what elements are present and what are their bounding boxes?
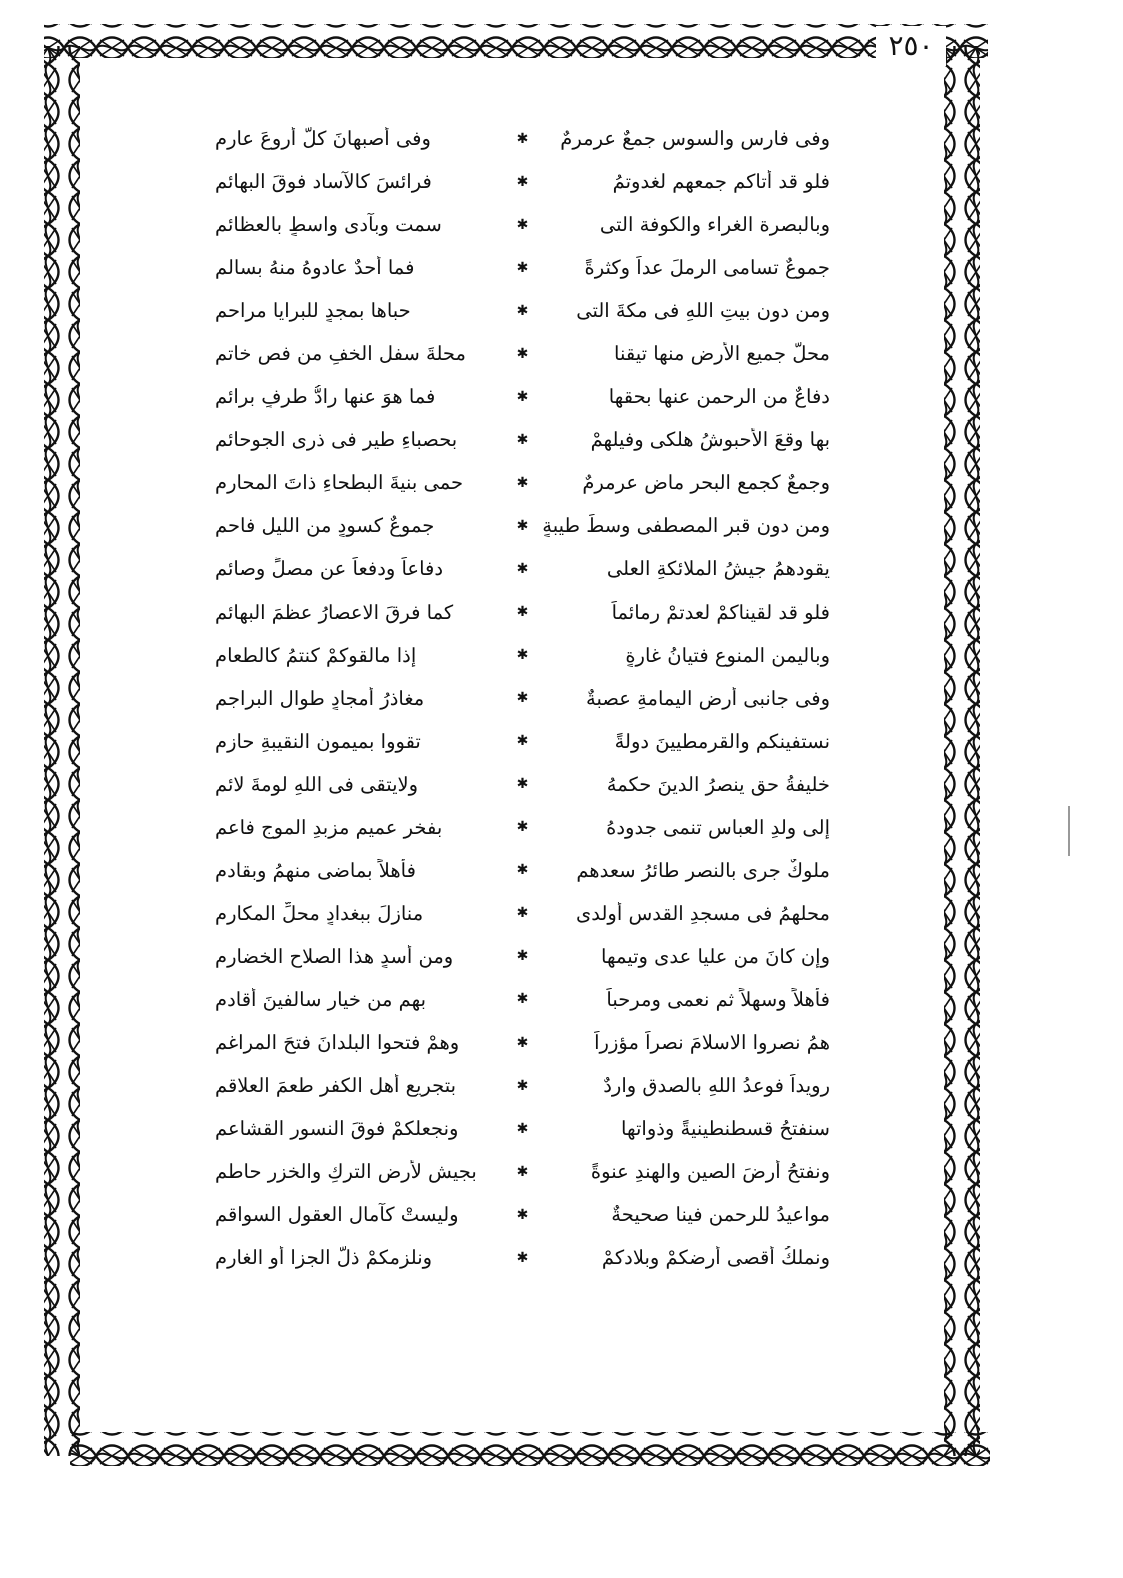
- verse-line: [215, 160, 830, 203]
- verse-separator: ✱: [516, 776, 529, 793]
- hemistich-first: محلُّ جميعِ الأرضِ منها تيقنا: [614, 342, 830, 366]
- verse-separator: ✱: [516, 130, 529, 147]
- hemistich-second: فرائسَ كالآساد فوقَ البهائمِ: [215, 170, 432, 194]
- verse-separator: ✱: [516, 216, 529, 233]
- verse-separator: ✱: [516, 991, 529, 1008]
- verse-separator: ✱: [516, 517, 529, 534]
- verse-separator: ✱: [516, 474, 529, 491]
- verse-line: [215, 1236, 830, 1279]
- verse-line: [215, 591, 830, 634]
- hemistich-first: يقودهمُ جيشُ الملائكةِ العلى: [606, 557, 830, 581]
- hemistich-second: منازلَ ببغدادٍ محلِّ المكارمِ: [215, 901, 424, 925]
- verse-line: [215, 203, 830, 246]
- hemistich-second: فما أحدٌ عادوهُ منهُ بسالمِ: [215, 256, 415, 280]
- verse-line: [215, 1107, 830, 1150]
- page-number: ٢٥٠: [876, 26, 946, 66]
- poem-verses: [215, 117, 830, 1279]
- verse-separator: ✱: [516, 431, 529, 448]
- verse-line: [215, 978, 830, 1021]
- verse-separator: ✱: [516, 560, 529, 577]
- hemistich-second: بفخرٍ عميمٍ مزبدِ الموجِ فاعمِ: [215, 815, 443, 839]
- hemistich-first: ونملكُ أقصى أرضكمْ وبلادكمْ: [601, 1246, 830, 1270]
- verse-line: [215, 418, 830, 461]
- hemistich-first: رويداً فوعدُ اللهِ بالصدقِ واردٌ: [603, 1074, 830, 1098]
- hemistich-first: نستفينكم والقرمطيينَ دولةً: [614, 729, 830, 753]
- hemistich-first: ملوكٌ جرى بالنصرِ طائرُ سعدهم: [576, 858, 830, 882]
- hemistich-second: فأهلاً بماضى منهمُ وبقادمِ: [215, 858, 416, 882]
- verse-line: [215, 806, 830, 849]
- hemistich-second: فما هوَ عنها رادُّ طرفٍ برائمِ: [215, 385, 436, 409]
- hemistich-second: محلةَ سفلِ الخفِ من فصِ خاتمِ: [215, 342, 466, 366]
- verse-separator: ✱: [516, 862, 529, 879]
- hemistich-second: تقووا بميمونِ النقيبةِ حازمِ: [215, 729, 421, 753]
- verse-line: [215, 634, 830, 677]
- hemistich-second: جموعٌ كسودٍ من الليلِ فاحمِ: [215, 514, 435, 538]
- hemistich-second: ولايتقى فى اللهِ لومةَ لائمِ: [215, 772, 419, 796]
- hemistich-second: كما فرقَ الاعصارُ عظمَ البهائمِ: [215, 600, 454, 624]
- verse-separator: ✱: [516, 690, 529, 707]
- verse-line: [215, 504, 830, 547]
- verse-line: [215, 849, 830, 892]
- verse-separator: ✱: [516, 905, 529, 922]
- hemistich-second: وليستْ كآمالِ العقولِ السواقمِ: [215, 1203, 459, 1227]
- hemistich-first: فأهلاً وسهلاً ثم نعمى ومرحباً: [606, 987, 830, 1011]
- verse-line: [215, 289, 830, 332]
- hemistich-second: دفاعاً ودفعاً عن مصلٍّ وصائمِ: [215, 557, 444, 581]
- hemistich-second: بتجريعِ أهلِ الكفرِ طعمَ العلاقمِ: [215, 1074, 457, 1098]
- verse-separator: ✱: [516, 302, 529, 319]
- verse-separator: ✱: [516, 1120, 529, 1137]
- hemistich-second: ومن أسدٍ هذا الصلاحِ الخضارمِ: [215, 944, 454, 968]
- hemistich-first: وباليمنِ المنوعِ فتيانُ غارةٍ: [625, 643, 830, 667]
- hemistich-first: فلو قد لقيناكمْ لعدتمْ رمائماً: [611, 600, 830, 624]
- hemistich-first: بها وقعَ الأحبوشُ هلكى وفيلهمْ: [590, 428, 830, 452]
- hemistich-second: بجيشٍ لأرضِ التركِ والخزرِ حاطمِ: [215, 1160, 477, 1184]
- hemistich-second: حباها بمجدٍ للبرايا مراحمِ: [215, 299, 411, 323]
- hemistich-first: إلى ولدِ العباسِ تنمى جدودهُ: [606, 815, 830, 839]
- hemistich-first: دفاعٌ من الرحمنِ عنها بحقها: [608, 385, 830, 409]
- hemistich-second: وفى أصبهانَ كلُّ أروعَ عارمِ: [215, 127, 431, 151]
- verse-separator: ✱: [516, 388, 529, 405]
- verse-line: [215, 547, 830, 590]
- verse-separator: ✱: [516, 647, 529, 664]
- hemistich-second: بحصباءِ طيرٍ فى ذرى الجوحائمِ: [215, 428, 458, 452]
- verse-line: [215, 1150, 830, 1193]
- verse-line: [215, 677, 830, 720]
- verse-line: [215, 1193, 830, 1236]
- hemistich-first: ونفتحُ أرضَ الصينِ والهندِ عنوةً: [590, 1160, 830, 1184]
- verse-separator: ✱: [516, 345, 529, 362]
- hemistich-first: وبالبصرة الغراء والكوفة التى: [599, 213, 830, 237]
- verse-separator: ✱: [516, 259, 529, 276]
- hemistich-first: وجمعٌ كجمعِ البحرِ ماضٍ عرمرمٌ: [582, 471, 830, 495]
- hemistich-first: ومن دونِ قبرِ المصطفى وسطَ طيبةٍ: [542, 514, 830, 538]
- hemistich-first: مواعيدُ للرحمنِ فينا صحيحةٌ: [611, 1203, 830, 1227]
- verse-line: [215, 117, 830, 160]
- hemistich-second: سمت وبآدى واسطٍ بالعظائمِ: [215, 213, 442, 237]
- verse-line: [215, 1064, 830, 1107]
- verse-line: [215, 246, 830, 289]
- hemistich-first: محلهمُ فى مسجدِ القدسِ أولدى: [575, 901, 830, 925]
- verse-separator: ✱: [516, 733, 529, 750]
- verse-line: [215, 1021, 830, 1064]
- hemistich-first: جموعٌ تسامى الرملَ عداً وكثرةً: [584, 256, 830, 280]
- verse-line: [215, 892, 830, 935]
- verse-line: [215, 763, 830, 806]
- verse-separator: ✱: [516, 604, 529, 621]
- hemistich-second: حمى بنيةَ البطحاءِ ذاتَ المحارمِ: [215, 471, 464, 495]
- verse-line: [215, 332, 830, 375]
- verse-line: [215, 720, 830, 763]
- hemistich-second: إذا مالقوكمْ كنتمُ كالطعامِ: [215, 643, 417, 667]
- hemistich-second: مغاذرُ أمجادٍ طوالِ البراجمِ: [215, 686, 425, 710]
- verse-line: [215, 461, 830, 504]
- hemistich-first: ومن دون بيتِ اللهِ فى مكةَ التى: [576, 299, 830, 323]
- verse-separator: ✱: [516, 1163, 529, 1180]
- hemistich-second: وهمْ فتحوا البلدانَ فتحَ المراغمِ: [215, 1031, 460, 1054]
- verse-line: [215, 375, 830, 418]
- verse-separator: ✱: [516, 1034, 529, 1051]
- hemistich-second: بهم من خيارٍ سالفينَ أقادمِ: [215, 987, 427, 1011]
- hemistich-first: وإن كانَ من عليا عدى وتيمها: [601, 944, 830, 968]
- verse-separator: ✱: [516, 948, 529, 965]
- hemistich-first: همُ نصروا الاسلامَ نصراً مؤزراً: [594, 1031, 830, 1054]
- verse-separator: ✱: [516, 1077, 529, 1094]
- hemistich-first: وفى جانبى أرضِ اليمامةِ عصبةٌ: [586, 686, 830, 710]
- hemistich-first: خليفةُ حقٍ ينصرُ الدينَ حكمهُ: [606, 772, 830, 796]
- hemistich-first: وفى فارس والسوس جمعٌ عرمرمٌ: [560, 127, 830, 151]
- hemistich-first: فلو قد أتاكم جمعهم لغدوتمُ: [612, 170, 830, 194]
- hemistich-first: سنفتحُ قسطنطينيةً وذواتها: [621, 1117, 830, 1141]
- verse-separator: ✱: [516, 1249, 529, 1266]
- verse-separator: ✱: [516, 819, 529, 836]
- verse-line: [215, 935, 830, 978]
- hemistich-second: ونلزمكمْ ذلَّ الجزا أو الغارمِ: [215, 1246, 433, 1270]
- verse-separator: ✱: [516, 1206, 529, 1223]
- verse-separator: ✱: [516, 173, 529, 190]
- scan-mark: [1068, 806, 1070, 856]
- hemistich-second: ونجعلكمْ فوقَ النسورِ القشاعمِ: [215, 1117, 459, 1141]
